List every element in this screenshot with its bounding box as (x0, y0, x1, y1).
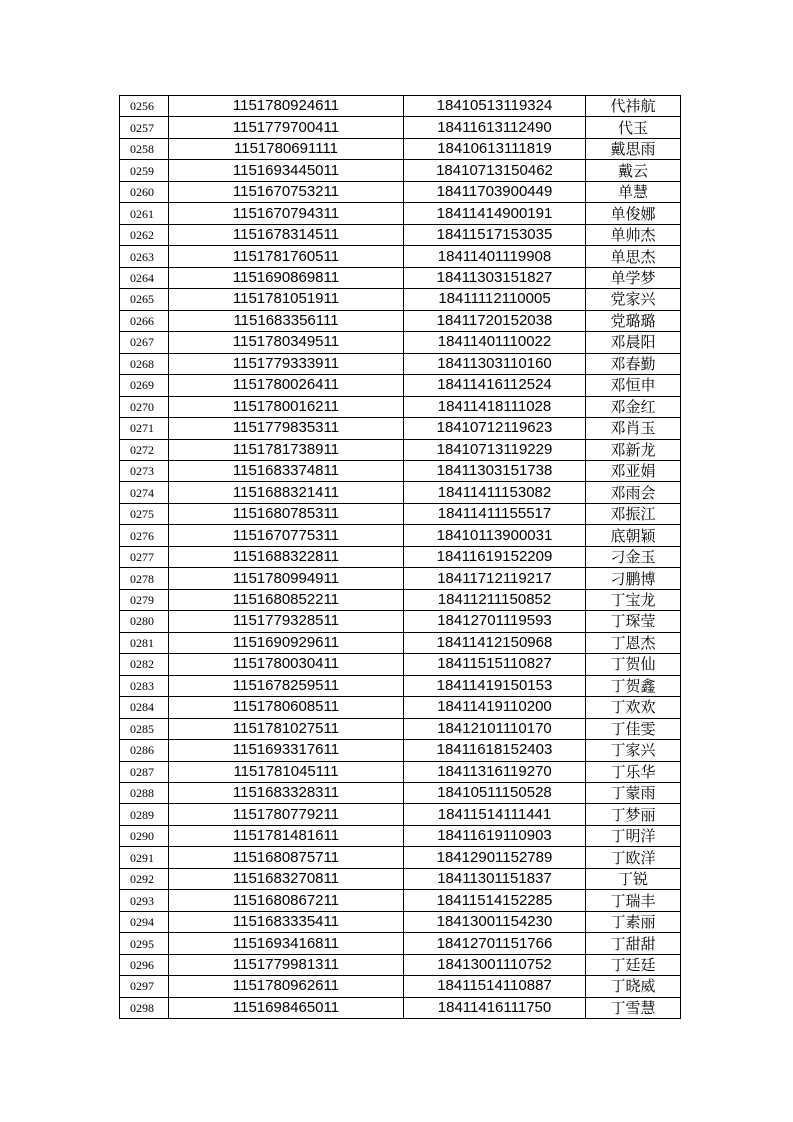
table-row (120, 375, 681, 396)
seq-number-cell: 0292 (120, 868, 169, 889)
exam-number-cell: 18413001110752 (404, 954, 586, 975)
student-id-cell: 1151680867211 (169, 890, 404, 911)
student-id-cell: 1151680785311 (169, 503, 404, 524)
table-row (120, 138, 681, 159)
student-name-cell: 代祎航 (586, 96, 681, 117)
exam-number-cell: 18410613111819 (404, 138, 586, 159)
student-name-cell: 邓恒申 (586, 375, 681, 396)
student-id-cell: 1151781760511 (169, 246, 404, 267)
student-name-cell: 丁宝龙 (586, 589, 681, 610)
student-name-cell: 单学梦 (586, 267, 681, 288)
exam-number-cell: 18413001154230 (404, 911, 586, 932)
exam-number-cell: 18411712119217 (404, 568, 586, 589)
student-id-cell: 1151693317611 (169, 740, 404, 761)
student-name-cell: 戴思雨 (586, 138, 681, 159)
exam-number-cell: 18411514111441 (404, 804, 586, 825)
student-id-cell: 1151781738911 (169, 439, 404, 460)
roster-table (119, 95, 681, 1019)
student-id-cell: 1151688321411 (169, 482, 404, 503)
exam-number-cell: 18411613112490 (404, 117, 586, 138)
seq-number-cell: 0268 (120, 353, 169, 374)
student-id-cell: 1151780016211 (169, 396, 404, 417)
table-row (120, 697, 681, 718)
exam-number-cell: 18411517153035 (404, 224, 586, 245)
exam-number-cell: 18410511150528 (404, 783, 586, 804)
seq-number-cell: 0295 (120, 933, 169, 954)
student-name-cell: 丁甜甜 (586, 933, 681, 954)
student-name-cell: 丁家兴 (586, 740, 681, 761)
table-row (120, 589, 681, 610)
table-row (120, 890, 681, 911)
table-row (120, 353, 681, 374)
student-name-cell: 单帅杰 (586, 224, 681, 245)
table-row (120, 847, 681, 868)
student-name-cell: 邓肖玉 (586, 418, 681, 439)
student-id-cell: 1151693416811 (169, 933, 404, 954)
table-row (120, 675, 681, 696)
seq-number-cell: 0285 (120, 718, 169, 739)
table-row (120, 997, 681, 1018)
seq-number-cell: 0276 (120, 525, 169, 546)
student-name-cell: 丁贺仙 (586, 654, 681, 675)
exam-number-cell: 18411419150153 (404, 675, 586, 696)
table-row (120, 654, 681, 675)
table-row (120, 868, 681, 889)
seq-number-cell: 0269 (120, 375, 169, 396)
student-id-cell: 1151780030411 (169, 654, 404, 675)
seq-number-cell: 0287 (120, 761, 169, 782)
student-name-cell: 丁素丽 (586, 911, 681, 932)
exam-number-cell: 18410713119229 (404, 439, 586, 460)
student-id-cell: 1151670753211 (169, 181, 404, 202)
student-id-cell: 1151683335411 (169, 911, 404, 932)
student-id-cell: 1151690929611 (169, 632, 404, 653)
table-row (120, 246, 681, 267)
table-row (120, 611, 681, 632)
table-row (120, 825, 681, 846)
seq-number-cell: 0263 (120, 246, 169, 267)
exam-number-cell: 18411418111028 (404, 396, 586, 417)
seq-number-cell: 0260 (120, 181, 169, 202)
exam-number-cell: 18412701151766 (404, 933, 586, 954)
seq-number-cell: 0286 (120, 740, 169, 761)
student-name-cell: 丁贺鑫 (586, 675, 681, 696)
table-row (120, 933, 681, 954)
student-id-cell: 1151780691111 (169, 138, 404, 159)
exam-number-cell: 18411514110887 (404, 976, 586, 997)
student-name-cell: 丁明洋 (586, 825, 681, 846)
student-id-cell: 1151781045111 (169, 761, 404, 782)
student-id-cell: 1151781481611 (169, 825, 404, 846)
seq-number-cell: 0294 (120, 911, 169, 932)
student-id-cell: 1151678259511 (169, 675, 404, 696)
seq-number-cell: 0275 (120, 503, 169, 524)
seq-number-cell: 0273 (120, 460, 169, 481)
student-name-cell: 邓振江 (586, 503, 681, 524)
exam-number-cell: 18411419110200 (404, 697, 586, 718)
table-row (120, 310, 681, 331)
student-id-cell: 1151683328311 (169, 783, 404, 804)
seq-number-cell: 0264 (120, 267, 169, 288)
seq-number-cell: 0291 (120, 847, 169, 868)
student-name-cell: 邓春勤 (586, 353, 681, 374)
seq-number-cell: 0290 (120, 825, 169, 846)
seq-number-cell: 0296 (120, 954, 169, 975)
exam-number-cell: 18412901152789 (404, 847, 586, 868)
student-id-cell: 1151683374811 (169, 460, 404, 481)
student-name-cell: 丁晓威 (586, 976, 681, 997)
seq-number-cell: 0289 (120, 804, 169, 825)
exam-number-cell: 18411720152038 (404, 310, 586, 331)
seq-number-cell: 0298 (120, 997, 169, 1018)
table-row (120, 160, 681, 181)
exam-number-cell: 18411619152209 (404, 546, 586, 567)
seq-number-cell: 0297 (120, 976, 169, 997)
exam-number-cell: 18411619110903 (404, 825, 586, 846)
table-row (120, 460, 681, 481)
student-id-cell: 1151690869811 (169, 267, 404, 288)
seq-number-cell: 0257 (120, 117, 169, 138)
student-id-cell: 1151670775311 (169, 525, 404, 546)
student-name-cell: 单俊娜 (586, 203, 681, 224)
exam-number-cell: 18411411155517 (404, 503, 586, 524)
seq-number-cell: 0279 (120, 589, 169, 610)
student-name-cell: 丁佳雯 (586, 718, 681, 739)
table-row (120, 439, 681, 460)
student-id-cell: 1151779333911 (169, 353, 404, 374)
table-row (120, 632, 681, 653)
student-id-cell: 1151683270811 (169, 868, 404, 889)
student-name-cell: 代玉 (586, 117, 681, 138)
student-name-cell: 党璐璐 (586, 310, 681, 331)
table-row (120, 568, 681, 589)
student-name-cell: 刁金玉 (586, 546, 681, 567)
student-id-cell: 1151780608511 (169, 697, 404, 718)
table-row (120, 954, 681, 975)
exam-number-cell: 18411401110022 (404, 332, 586, 353)
student-name-cell: 丁欧洋 (586, 847, 681, 868)
table-row (120, 181, 681, 202)
exam-number-cell: 18411112110005 (404, 289, 586, 310)
exam-number-cell: 18411303151738 (404, 460, 586, 481)
student-name-cell: 单慧 (586, 181, 681, 202)
student-id-cell: 1151780962611 (169, 976, 404, 997)
student-id-cell: 1151670794311 (169, 203, 404, 224)
exam-number-cell: 18411514152285 (404, 890, 586, 911)
seq-number-cell: 0272 (120, 439, 169, 460)
seq-number-cell: 0256 (120, 96, 169, 117)
student-name-cell: 刁鹏博 (586, 568, 681, 589)
seq-number-cell: 0281 (120, 632, 169, 653)
student-name-cell: 邓金红 (586, 396, 681, 417)
seq-number-cell: 0259 (120, 160, 169, 181)
student-name-cell: 丁乐华 (586, 761, 681, 782)
table-row (120, 546, 681, 567)
student-name-cell: 丁欢欢 (586, 697, 681, 718)
student-name-cell: 单思杰 (586, 246, 681, 267)
seq-number-cell: 0265 (120, 289, 169, 310)
table-row (120, 911, 681, 932)
table-row (120, 976, 681, 997)
exam-number-cell: 18411515110827 (404, 654, 586, 675)
table-row (120, 224, 681, 245)
seq-number-cell: 0262 (120, 224, 169, 245)
student-id-cell: 1151779981311 (169, 954, 404, 975)
exam-number-cell: 18411401119908 (404, 246, 586, 267)
table-row (120, 482, 681, 503)
student-name-cell: 丁琛莹 (586, 611, 681, 632)
student-id-cell: 1151779328511 (169, 611, 404, 632)
table-row (120, 332, 681, 353)
student-name-cell: 邓雨会 (586, 482, 681, 503)
exam-number-cell: 18411703900449 (404, 181, 586, 202)
exam-number-cell: 18411301151837 (404, 868, 586, 889)
seq-number-cell: 0283 (120, 675, 169, 696)
seq-number-cell: 0270 (120, 396, 169, 417)
table-row (120, 418, 681, 439)
seq-number-cell: 0278 (120, 568, 169, 589)
student-name-cell: 丁雪慧 (586, 997, 681, 1018)
exam-number-cell: 18411412150968 (404, 632, 586, 653)
seq-number-cell: 0288 (120, 783, 169, 804)
student-id-cell: 1151779700411 (169, 117, 404, 138)
seq-number-cell: 0277 (120, 546, 169, 567)
student-id-cell: 1151780779211 (169, 804, 404, 825)
student-name-cell: 丁恩杰 (586, 632, 681, 653)
table-row (120, 396, 681, 417)
exam-number-cell: 18410113900031 (404, 525, 586, 546)
student-id-cell: 1151680875711 (169, 847, 404, 868)
seq-number-cell: 0274 (120, 482, 169, 503)
exam-number-cell: 18411411153082 (404, 482, 586, 503)
table-row (120, 761, 681, 782)
exam-number-cell: 18410513119324 (404, 96, 586, 117)
seq-number-cell: 0293 (120, 890, 169, 911)
student-name-cell: 邓晨阳 (586, 332, 681, 353)
student-id-cell: 1151688322811 (169, 546, 404, 567)
student-id-cell: 1151780349511 (169, 332, 404, 353)
seq-number-cell: 0258 (120, 138, 169, 159)
student-name-cell: 党家兴 (586, 289, 681, 310)
table-row (120, 289, 681, 310)
student-id-cell: 1151779835311 (169, 418, 404, 439)
student-id-cell: 1151781027511 (169, 718, 404, 739)
student-id-cell: 1151680852211 (169, 589, 404, 610)
student-id-cell: 1151781051911 (169, 289, 404, 310)
exam-number-cell: 18410712119623 (404, 418, 586, 439)
seq-number-cell: 0266 (120, 310, 169, 331)
exam-number-cell: 18411416111750 (404, 997, 586, 1018)
student-id-cell: 1151683356111 (169, 310, 404, 331)
exam-number-cell: 18412101110170 (404, 718, 586, 739)
table-row (120, 503, 681, 524)
student-id-cell: 1151780924611 (169, 96, 404, 117)
table-row (120, 203, 681, 224)
student-name-cell: 丁廷廷 (586, 954, 681, 975)
seq-number-cell: 0261 (120, 203, 169, 224)
exam-number-cell: 18411316119270 (404, 761, 586, 782)
exam-number-cell: 18411618152403 (404, 740, 586, 761)
seq-number-cell: 0271 (120, 418, 169, 439)
student-name-cell: 邓新龙 (586, 439, 681, 460)
table-row (120, 740, 681, 761)
student-name-cell: 丁锐 (586, 868, 681, 889)
table-row (120, 804, 681, 825)
student-id-cell: 1151780994911 (169, 568, 404, 589)
seq-number-cell: 0267 (120, 332, 169, 353)
student-id-cell: 1151780026411 (169, 375, 404, 396)
student-id-cell: 1151678314511 (169, 224, 404, 245)
table-row (120, 267, 681, 288)
exam-number-cell: 18412701119593 (404, 611, 586, 632)
student-name-cell: 丁瑞丰 (586, 890, 681, 911)
student-name-cell: 邓亚娟 (586, 460, 681, 481)
roster-table-body (120, 96, 681, 1019)
student-name-cell: 戴云 (586, 160, 681, 181)
student-id-cell: 1151693445011 (169, 160, 404, 181)
seq-number-cell: 0284 (120, 697, 169, 718)
student-id-cell: 1151698465011 (169, 997, 404, 1018)
table-row (120, 117, 681, 138)
exam-number-cell: 18410713150462 (404, 160, 586, 181)
student-name-cell: 丁梦丽 (586, 804, 681, 825)
student-name-cell: 底朝颖 (586, 525, 681, 546)
exam-number-cell: 18411416112524 (404, 375, 586, 396)
student-name-cell: 丁蒙雨 (586, 783, 681, 804)
exam-number-cell: 18411303110160 (404, 353, 586, 374)
exam-number-cell: 18411303151827 (404, 267, 586, 288)
exam-number-cell: 18411211150852 (404, 589, 586, 610)
exam-number-cell: 18411414900191 (404, 203, 586, 224)
table-row (120, 718, 681, 739)
seq-number-cell: 0280 (120, 611, 169, 632)
table-row (120, 525, 681, 546)
table-row (120, 783, 681, 804)
seq-number-cell: 0282 (120, 654, 169, 675)
table-row (120, 96, 681, 117)
